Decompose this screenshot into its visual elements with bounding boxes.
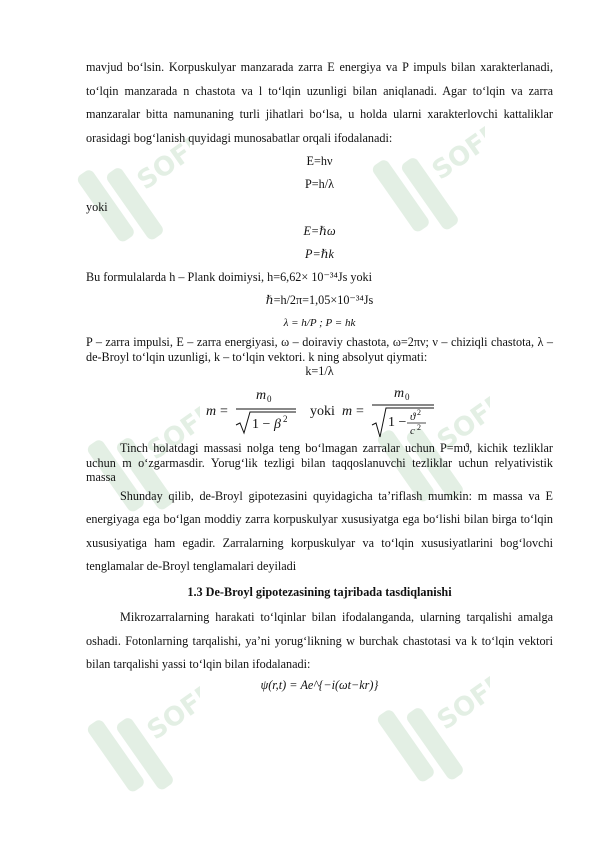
svg-text:m: m xyxy=(393,386,404,401)
svg-text:0: 0 xyxy=(266,394,271,404)
mass-formula-graphic xyxy=(200,381,440,439)
svg-text:1 −: 1 − xyxy=(387,415,406,430)
equation-energy: E=hν xyxy=(306,154,333,168)
svg-text:SOFF: SOFF xyxy=(141,680,200,747)
svg-text:m: m xyxy=(255,388,266,403)
svg-text:ϑ: ϑ xyxy=(409,411,415,423)
page-content xyxy=(86,56,553,693)
svg-text:1 −: 1 − xyxy=(251,417,270,432)
paragraph-planck: Bu formulalarda h – Plank doimiysi, h=6,62× 10⁻³⁴Js yoki xyxy=(86,269,373,284)
equation-k: k=1/λ xyxy=(305,364,334,378)
svg-text:SOFF: SOFF xyxy=(431,390,490,457)
svg-text:β: β xyxy=(273,417,281,432)
svg-text:2: 2 xyxy=(416,423,421,432)
svg-text:2: 2 xyxy=(416,408,421,417)
equation-wave-function: ψ(r,t) = Ae^{−i(ωt−kr)} xyxy=(260,677,379,692)
svg-text:yoki: yoki xyxy=(309,404,335,419)
svg-text:SOFF: SOFF xyxy=(131,130,190,197)
equation-impulse-hbar: P=ℏk xyxy=(305,246,334,261)
equation-impulse: P=h/λ xyxy=(304,177,335,191)
svg-text:SOFF: SOFF xyxy=(141,400,200,467)
paragraph-intro: mavjud bo‘lsin. Korpuskulyar manzarada zarra E energiya va P impuls bilan xarakterlanadi, to‘lqin manzarada n chastota va l to‘lqin uzunligi bilan aniqlanadi. Agar to‘lqin va zarra manzaralar bitta namunaning turli jihatlari bo‘lsa, u holda ularni xarakterlovchi kattaliklar orasidagi bog‘lanish quyidagi munosabatlar orqali ifodalanadi: xyxy=(86,60,553,145)
svg-text:m: m xyxy=(205,404,216,419)
svg-text:SOFF: SOFF xyxy=(426,120,485,187)
paragraph-rest-mass: Tinch holatdagi massasi nolga teng bo‘lmagan zarralar uchun P=mϑ, kichik tezliklar uchun m o‘zgarmasdir. Yorug‘lik tezligi bilan taqqoslanuvchi tezliklar uchun relyativistik massa xyxy=(86,441,553,484)
paragraph-definitions: P – zarra impulsi, E – zarra energiyasi, ω – doiraviy chastota, ω=2πν; ν – chiziqli chastota, λ – de-Broyl to‘lqin uzunligi, k – to‘lqin vektori. k ning absolyut qiymati: xyxy=(86,335,553,364)
section-heading: 1.3 De-Broyl gipotezasining tajribada tasdiqlanishi xyxy=(187,584,452,599)
svg-text:SOFF: SOFF xyxy=(431,670,490,737)
text-yoki: yoki xyxy=(86,200,108,214)
svg-text:c: c xyxy=(409,425,415,437)
svg-text:=: = xyxy=(355,404,364,419)
equation-lambda: λ = h/P ; P = hk xyxy=(283,317,356,329)
paragraph-microparticles: Mikrozarralarning harakati to‘lqinlar bilan ifodalanganda, ularning tarqalishi amalga oshadi. Fotonlarning tarqalishi, ya’ni yorug‘likning w burchak chastotasi va k to‘lqin vektori bilan tarqalishi yassi to‘lqin bilan ifodalanadi: xyxy=(86,610,553,671)
watermark-logo xyxy=(80,680,200,810)
svg-text:2: 2 xyxy=(282,414,287,424)
paragraph-hypothesis: Shunday qilib, de-Broyl gipotezasini quyidagicha ta’riflash mumkin: m massa va E energiyaga ega bo‘lgan moddiy zarra korpuskulyar xususiyatga ega bo‘lishi bilan birga to‘lqin xususiyatiga ham egadir. Zarralarning korpuskulyar va to‘lqin xususiyatlarini bog‘lovchi tenglamalar de-Broyl tenglamalari deyiladi xyxy=(86,488,553,573)
equation-energy-hbar: E=ℏω xyxy=(303,223,336,238)
svg-text:m: m xyxy=(341,404,352,419)
equation-hbar: ℏ=h/2π=1,05×10⁻³⁴Js xyxy=(265,293,374,307)
svg-text:=: = xyxy=(219,404,228,419)
svg-text:0: 0 xyxy=(404,392,409,402)
equation-relativistic-mass xyxy=(86,381,553,439)
